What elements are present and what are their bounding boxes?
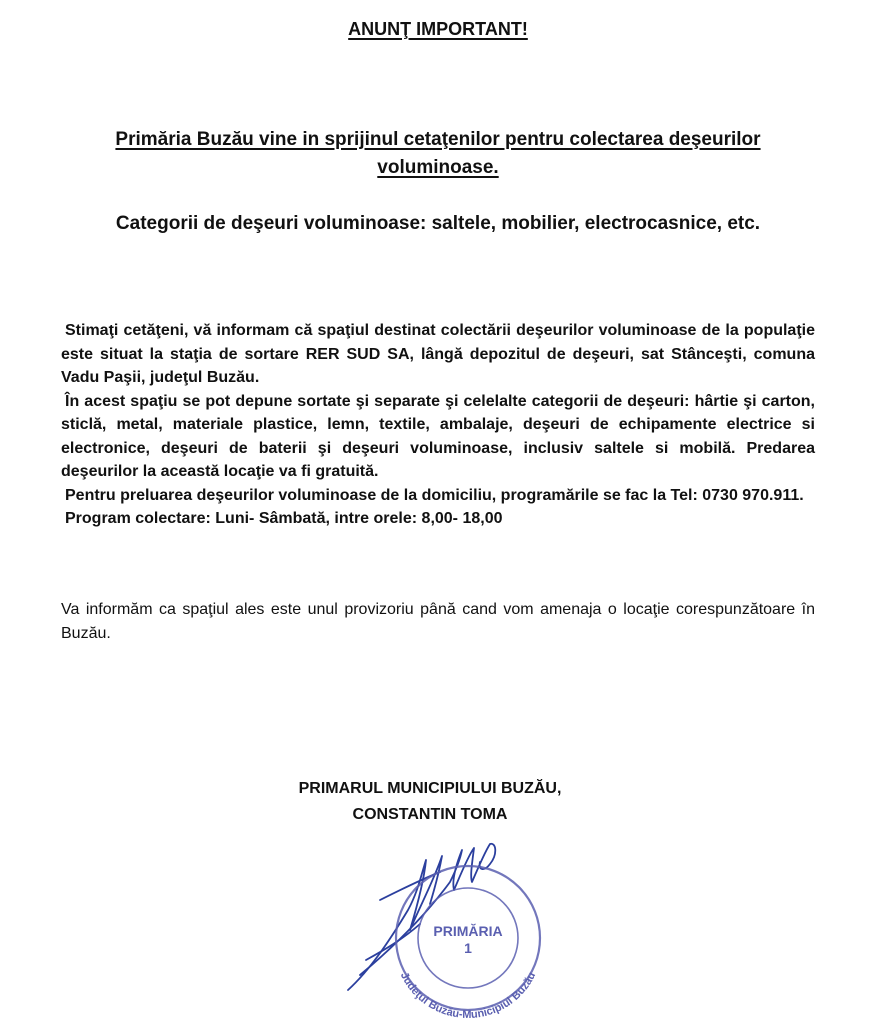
seal-top-text — [330, 820, 406, 823]
seal-center-text: PRIMĂRIA — [433, 923, 503, 939]
paragraph-accepted-waste: În acest spaţiu se pot depune sortate şi separate şi celelalte categorii de deşeuri: hârtie şi carton, sticlă, metal, materiale plastice, lemn, textile, ambalaje, deşeuri de echipamente electrice si electronice, deşeuri de baterii şi deşeuri voluminoase, inclusiv saltele si mobilă. Predarea deşeurilor la această locaţie va fi gratuită. — [61, 392, 815, 480]
announcement-subtitle — [50, 126, 826, 182]
seal-bottom-text: Judeţul Buzău-Municipiul Buzău — [397, 970, 539, 1020]
mayor-title: PRIMARUL MUNICIPIULUI BUZĂU, — [298, 780, 562, 797]
paragraph-location: Stimaţi cetăţeni, vă informam că spaţiul destinat colectării deşeurilor voluminoase de la populaţie este situat la staţia de sortare RER SUD SA, lângă depozitul de deşeuri, sat Stânceşti, comuna Vadu Paşii, judeţul Buzău. — [61, 322, 815, 386]
paragraph-pickup-phone: Pentru preluarea deşeurilor voluminoase de la domiciliu, programările se fac la Tel: 0730 970.911. — [65, 486, 804, 504]
announcement-title: ANUNŢ IMPORTANT! — [348, 19, 528, 39]
subtitle-line-1: Primăria Buzău vine in sprijinul cetaţenilor pentru colectarea deşeurilor — [115, 129, 761, 150]
round-seal — [330, 820, 540, 1020]
provisional-location-notice: Va informăm ca spaţiul ales este unul provizoriu până cand vom amenaja o locaţie corespunzătoare în Buzău. — [61, 601, 815, 642]
subtitle-line-2: voluminoase. — [377, 157, 499, 178]
official-seal-graphic — [330, 820, 550, 1020]
waste-categories-heading: Categorii de deşeuri voluminoase: saltele, mobilier, electrocasnice, etc. — [115, 213, 761, 234]
announcement-body — [61, 319, 815, 531]
paragraph-schedule: Program colectare: Luni- Sâmbată, intre orele: 8,00- 18,00 — [65, 510, 503, 527]
mayor-name: CONSTANTIN TOMA — [352, 806, 508, 823]
stamp-and-signature — [330, 820, 550, 1020]
seal-number: 1 — [464, 940, 472, 956]
